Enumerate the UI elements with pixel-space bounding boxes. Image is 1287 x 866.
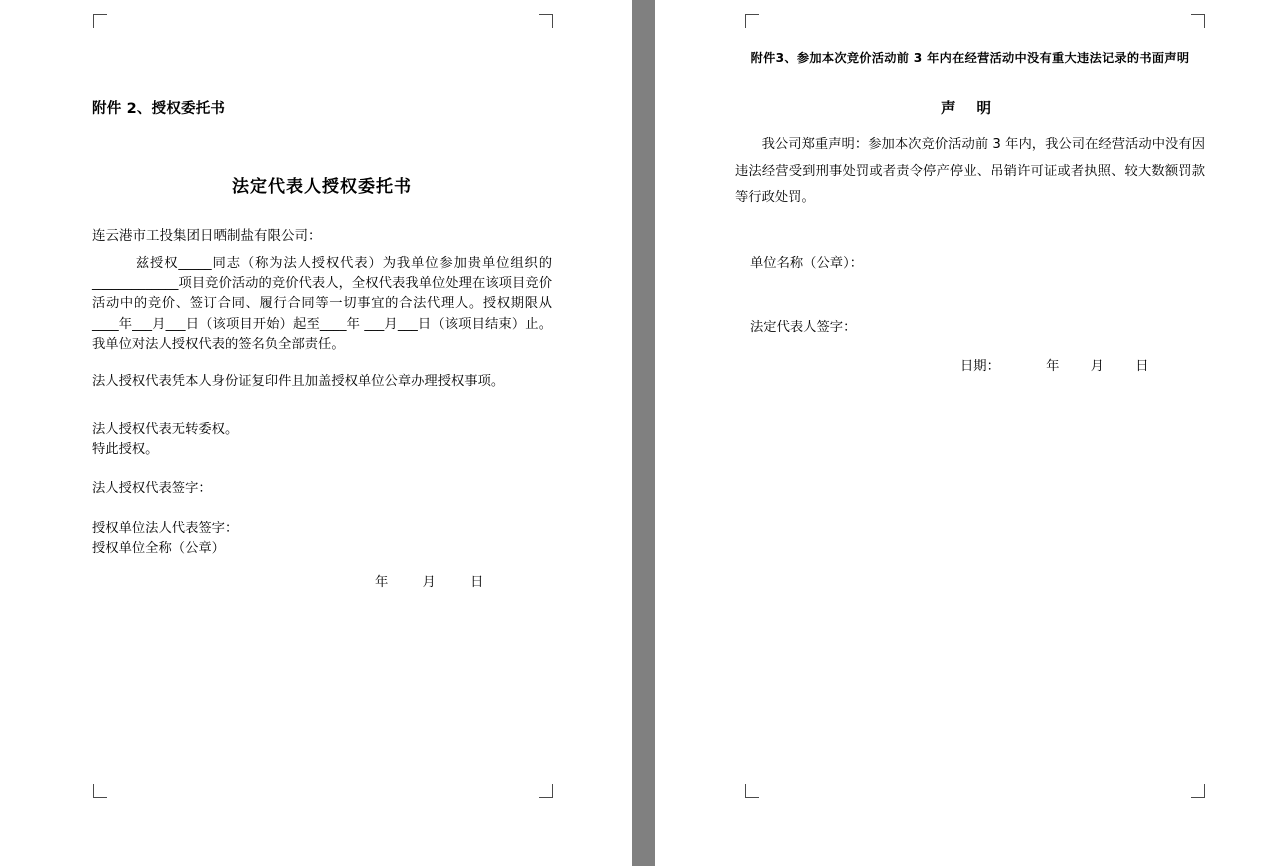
date-label: 日期：: [960, 358, 1000, 374]
no-transfer-note: 法人授权代表无转委权。: [92, 421, 239, 437]
date-day-label: 日: [1135, 358, 1149, 374]
signature-line-legal-person: 授权单位法人代表签字：: [92, 520, 239, 536]
page-title: 法定代表人授权委托书: [232, 177, 412, 197]
date-year-label: 年: [1046, 358, 1060, 374]
hereby-authorize-note: 特此授权。: [92, 441, 159, 457]
id-copy-note: 法人授权代表凭本人身份证复印件且加盖授权单位公章办理授权事项。: [92, 374, 505, 390]
unit-name-seal-line: 单位名称（公章）：: [750, 255, 864, 271]
crop-mark-bottom-left: [745, 784, 759, 798]
date-day-label: 日: [470, 574, 484, 590]
page-title: 声 明: [940, 101, 1000, 117]
unit-seal-line: 授权单位全称（公章）: [92, 540, 225, 556]
document-page-2: [655, 0, 1287, 866]
page-2-content: [735, 0, 1205, 374]
signature-line-representative: 法人授权代表签字：: [92, 480, 212, 496]
attachment-heading: 附件 2、授权委托书: [92, 101, 226, 117]
date-line: [735, 355, 1205, 374]
crop-mark-bottom-right: [1191, 784, 1205, 798]
page-1-content: [92, 0, 552, 590]
date-line: [92, 571, 552, 590]
authorization-paragraph: 兹授权_____同志（称为法人授权代表）为我单位参加贵单位组织的_____________项目竞价活动的竞价代表人，全权代表我单位处理在该项目竞价活动中的竞价、签订合同、履行合同等一切事宜的合法代理人。授权期限从____年___月___日（该项目开始）起至____年 ___月___日（该项目结束）止。我单位对法人授权代表的签名负全部责任。: [92, 256, 552, 352]
legal-person-signature-line: 法定代表人签字：: [750, 319, 857, 335]
crop-mark-bottom-right: [539, 784, 553, 798]
document-page-1: [0, 0, 632, 866]
page-gutter: [632, 0, 655, 866]
crop-mark-bottom-left: [93, 784, 107, 798]
date-month-label: 月: [1090, 358, 1104, 374]
addressee-line: 连云港市工投集团日晒制盐有限公司：: [92, 228, 322, 244]
attachment-heading: 附件3、参加本次竞价活动前 3 年内在经营活动中没有重大违法记录的书面声明: [750, 51, 1190, 65]
date-month-label: 月: [422, 574, 436, 590]
declaration-paragraph: 我公司郑重声明：参加本次竞价活动前 3 年内，我公司在经营活动中没有因违法经营受到刑事处罚或者责令停产停业、吊销许可证或者执照、较大数额罚款等行政处罚。: [735, 137, 1205, 206]
date-year-label: 年: [375, 574, 389, 590]
